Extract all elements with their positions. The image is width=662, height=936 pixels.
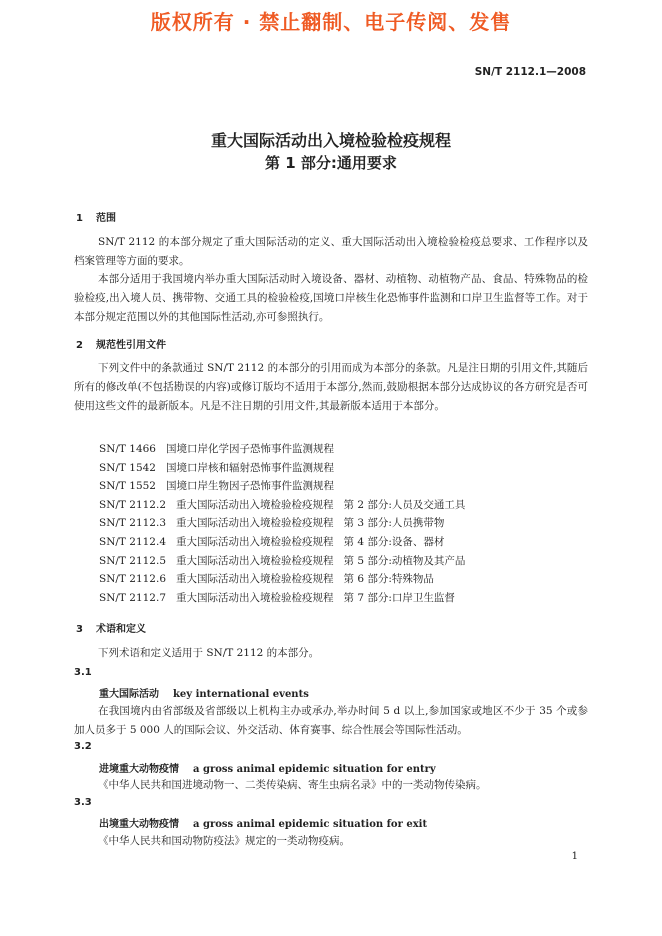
section-1-paragraph-1: SN/T 2112 的本部分规定了重大国际活动的定义、重大国际活动出入境检验检疫总要求、工作程序以及档案管理等方面的要求。 bbox=[74, 236, 588, 267]
section-3-heading bbox=[76, 620, 146, 635]
reference-item: SN/T 1466 国境口岸化学因子恐怖事件监测规程 bbox=[99, 443, 334, 455]
term-number: 3.3 bbox=[74, 797, 92, 808]
section-2-paragraph-1: 下列文件中的条款通过 SN/T 2112 的本部分的引用而成为本部分的条款。凡是注日期的引用文件,其随后所有的修改单(不包括勘误的内容)或修订版均不适用于本部分,然而,鼓励根据本部分达成协议的各方研究是否可使用这些文件的最新版本。凡是不注日期的引用文件,其最新版本适用于本部分。 bbox=[74, 362, 588, 412]
section-3-intro: 下列术语和定义适用于 SN/T 2112 的本部分。 bbox=[98, 647, 320, 659]
copyright-watermark: 版权所有 · 禁止翻制、电子传阅、发售 bbox=[150, 10, 512, 34]
term-english: a gross animal epidemic situation for exit bbox=[193, 819, 428, 830]
section-1-paragraph-2: 本部分适用于我国境内举办重大国际活动时入境设备、器材、动植物、动植物产品、食品、特殊物品的检验检疫,出入境人员、携带物、交通工具的检验检疫,国境口岸核生化恐怖事件监测和口岸卫生监督等工作。对于本部分规定范围以外的其他国际性活动,亦可参照执行。 bbox=[74, 273, 588, 323]
reference-item: SN/T 1542 国境口岸核和辐射恐怖事件监测规程 bbox=[99, 462, 334, 474]
reference-item: SN/T 1552 国境口岸生物因子恐怖事件监测规程 bbox=[99, 480, 334, 492]
page-number: 1 bbox=[571, 851, 578, 862]
section-1-heading bbox=[76, 209, 116, 224]
term-heading bbox=[99, 815, 427, 830]
term-number: 3.1 bbox=[74, 667, 92, 678]
reference-item: SN/T 2112.7 重大国际活动出入境检验检疫规程 第 7 部分:口岸卫生监督 bbox=[99, 592, 455, 604]
term-chinese: 重大国际活动 bbox=[99, 689, 159, 700]
term-chinese: 出境重大动物疫情 bbox=[99, 819, 179, 830]
document-subtitle: 第 1 部分:通用要求 bbox=[265, 154, 397, 172]
section-number: 2 bbox=[76, 340, 83, 351]
reference-item: SN/T 2112.3 重大国际活动出入境检验检疫规程 第 3 部分:人员携带物 bbox=[99, 517, 445, 529]
reference-item: SN/T 2112.4 重大国际活动出入境检验检疫规程 第 4 部分:设备、器材 bbox=[99, 536, 445, 548]
section-title: 范围 bbox=[96, 213, 116, 224]
reference-item: SN/T 2112.6 重大国际活动出入境检验检疫规程 第 6 部分:特殊物品 bbox=[99, 573, 434, 585]
reference-item: SN/T 2112.5 重大国际活动出入境检验检疫规程 第 5 部分:动植物及其产品 bbox=[99, 555, 466, 567]
term-chinese: 进境重大动物疫情 bbox=[99, 764, 179, 775]
section-title: 术语和定义 bbox=[96, 624, 146, 635]
term-english: key international events bbox=[173, 689, 309, 700]
term-definition: 《中华人民共和国进境动物一、二类传染病、寄生虫病名录》中的一类动物传染病。 bbox=[98, 779, 487, 791]
section-number: 3 bbox=[76, 624, 83, 635]
term-definition: 《中华人民共和国动物防疫法》规定的一类动物疫病。 bbox=[98, 835, 350, 847]
term-english: a gross animal epidemic situation for entry bbox=[193, 764, 436, 775]
section-2-heading bbox=[76, 336, 166, 351]
standard-number: SN/T 2112.1—2008 bbox=[474, 66, 586, 78]
reference-item: SN/T 2112.2 重大国际活动出入境检验检疫规程 第 2 部分:人员及交通工具 bbox=[99, 499, 466, 511]
term-definition: 在我国境内由省部级及省部级以上机构主办或承办,举办时间 5 d 以上,参加国家或地区不少于 35 个或参加人员多于 5 000 人的国际会议、外交活动、体育赛事、综合性展会等国际性活动。 bbox=[74, 705, 588, 736]
section-title: 规范性引用文件 bbox=[96, 340, 166, 351]
term-number: 3.2 bbox=[74, 741, 92, 752]
section-number: 1 bbox=[76, 213, 83, 224]
term-heading bbox=[99, 685, 309, 700]
document-title: 重大国际活动出入境检验检疫规程 bbox=[210, 131, 451, 150]
term-heading bbox=[99, 760, 436, 775]
